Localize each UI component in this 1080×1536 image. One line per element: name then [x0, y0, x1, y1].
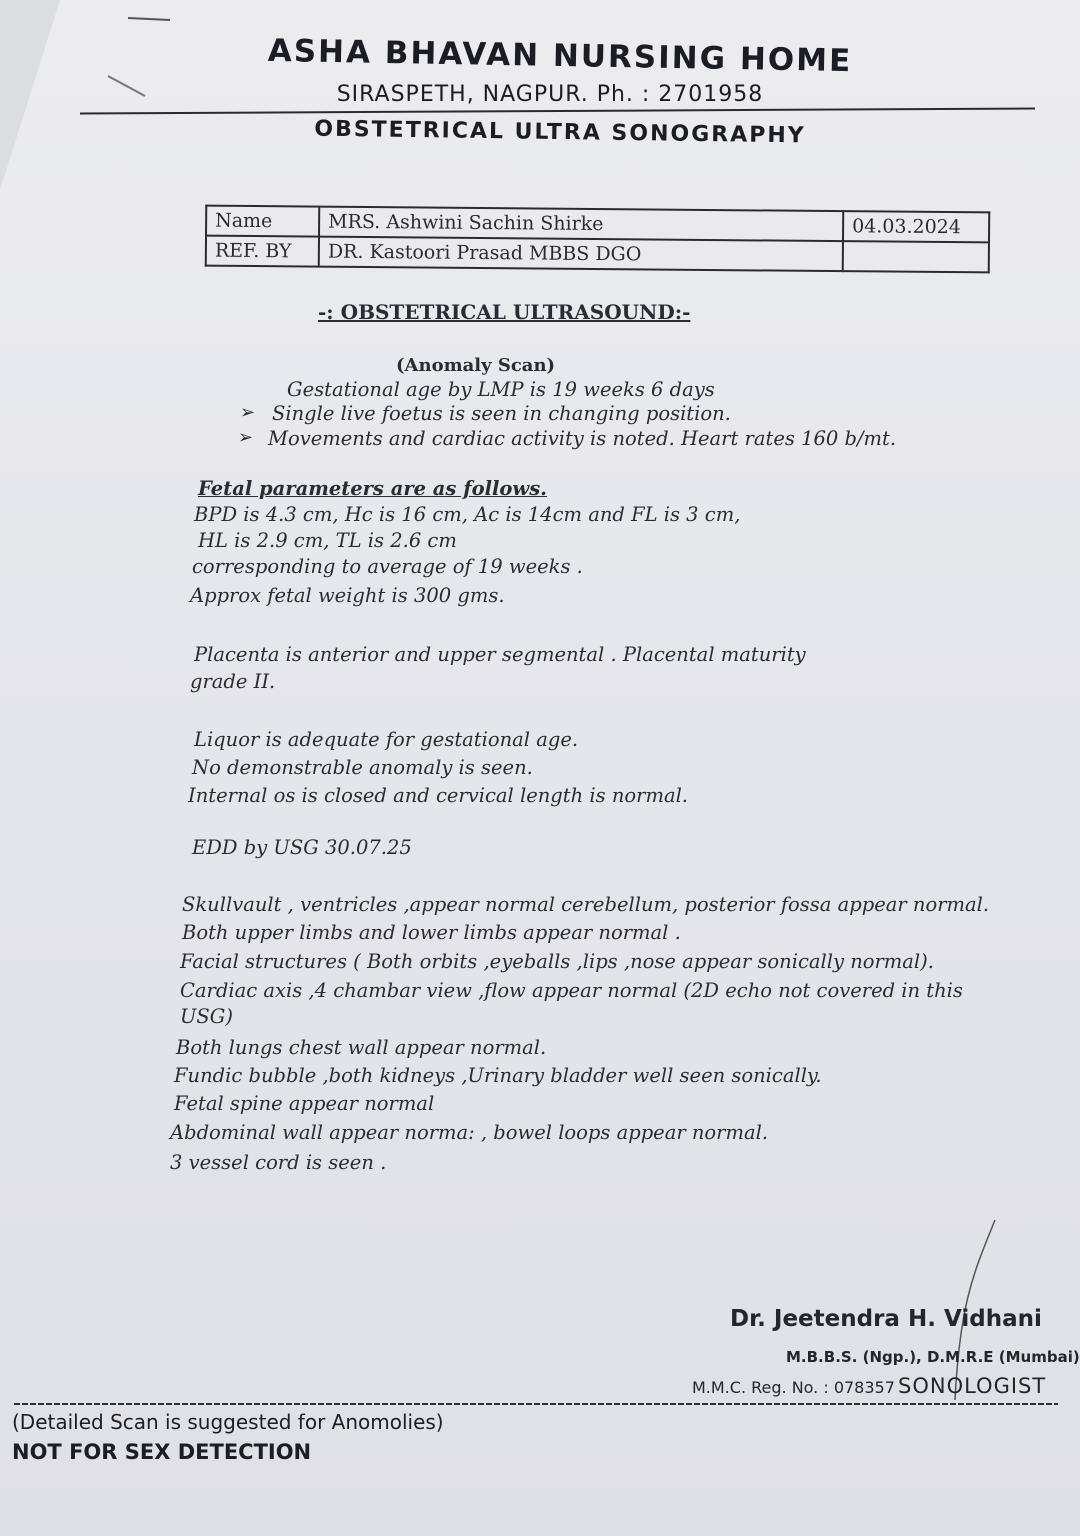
anatomy-4: Cardiac axis ,4 chambar view ,flow appear normal (2D echo not covered in this: [180, 979, 963, 1002]
fetal-weight: Approx fetal weight is 300 gms.: [190, 584, 505, 607]
fetal-params-3: corresponding to average of 19 weeks .: [192, 555, 583, 578]
footer-note: (Detailed Scan is suggested for Anomolies): [12, 1410, 444, 1434]
sonologist-name: Dr. Jeetendra H. Vidhani: [730, 1306, 1042, 1332]
anatomy-5: USG): [180, 1005, 233, 1028]
edd: EDD by USG 30.07.25: [192, 836, 412, 859]
sonologist-role: SONOLOGIST: [898, 1374, 1047, 1398]
anatomy-10: 3 vessel cord is seen .: [170, 1151, 387, 1174]
anatomy-7: Fundic bubble ,both kidneys ,Urinary bladder well seen sonically.: [174, 1064, 822, 1087]
gestational-age: Gestational age by LMP is 19 weeks 6 days: [287, 378, 715, 401]
pen-mark-corner: [108, 76, 145, 96]
report-date: 04.03.2024: [843, 211, 989, 242]
finding-heart: Movements and cardiac activity is noted. Heart rates 160 b/mt.: [268, 427, 897, 450]
empty-cell: [843, 241, 989, 272]
report-subtitle: OBSTETRICAL ULTRA SONOGRAPHY: [314, 116, 806, 149]
anatomy-8: Fetal spine appear normal: [174, 1092, 435, 1115]
fetal-params-1: BPD is 4.3 cm, Hc is 16 cm, Ac is 14cm and FL is 3 cm,: [194, 503, 741, 526]
footer-warning: NOT FOR SEX DETECTION: [12, 1440, 312, 1464]
name-label: Name: [206, 206, 319, 237]
liquor: Liquor is adequate for gestational age.: [194, 728, 579, 751]
hospital-name: ASHA BHAVAN NURSING HOME: [267, 32, 853, 80]
fetal-params-2: HL is 2.9 cm, TL is 2.6 cm: [198, 529, 457, 552]
anatomy-9: Abdominal wall appear norma: , bowel loops appear normal.: [170, 1121, 769, 1144]
patient-table: [205, 205, 991, 274]
registration-number: M.M.C. Reg. No. : 078357: [692, 1378, 895, 1397]
anatomy-6: Both lungs chest wall appear normal.: [176, 1036, 547, 1059]
finding-foetus: Single live foetus is seen in changing position.: [272, 402, 731, 425]
bullet-icon: ➢: [238, 427, 254, 448]
section-title: -: OBSTETRICAL ULTRASOUND:-: [318, 300, 691, 324]
pen-mark-top: [128, 18, 170, 20]
hospital-address: SIRASPETH, NAGPUR. Ph. : 2701958: [336, 82, 764, 107]
sonologist-qualification: M.B.B.S. (Ngp.), D.M.R.E (Mumbai): [786, 1348, 1080, 1366]
name-value: MRS. Ashwini Sachin Shirke: [319, 207, 843, 242]
patient-row-ref: [206, 236, 989, 273]
cervix-note: Internal os is closed and cervical length is normal.: [188, 784, 689, 807]
anatomy-3: Facial structures ( Both orbits ,eyeballs ,lips ,nose appear sonically normal).: [180, 950, 934, 973]
anomaly-note: No demonstrable anomaly is seen.: [192, 756, 533, 779]
fetal-heading: Fetal parameters are as follows.: [198, 477, 547, 500]
footer-divider: [14, 1403, 1058, 1405]
placenta-2: grade II.: [190, 670, 276, 693]
bullet-icon: ➢: [240, 402, 256, 423]
anatomy-1: Skullvault , ventricles ,appear normal cerebellum, posterior fossa appear normal.: [182, 893, 990, 916]
ref-value: DR. Kastoori Prasad MBBS DGO: [319, 237, 843, 272]
anatomy-2: Both upper limbs and lower limbs appear normal .: [182, 921, 681, 944]
ref-label: REF. BY: [206, 236, 319, 267]
scan-type: (Anomaly Scan): [396, 355, 556, 376]
placenta-1: Placenta is anterior and upper segmental . Placental maturity: [194, 643, 806, 666]
